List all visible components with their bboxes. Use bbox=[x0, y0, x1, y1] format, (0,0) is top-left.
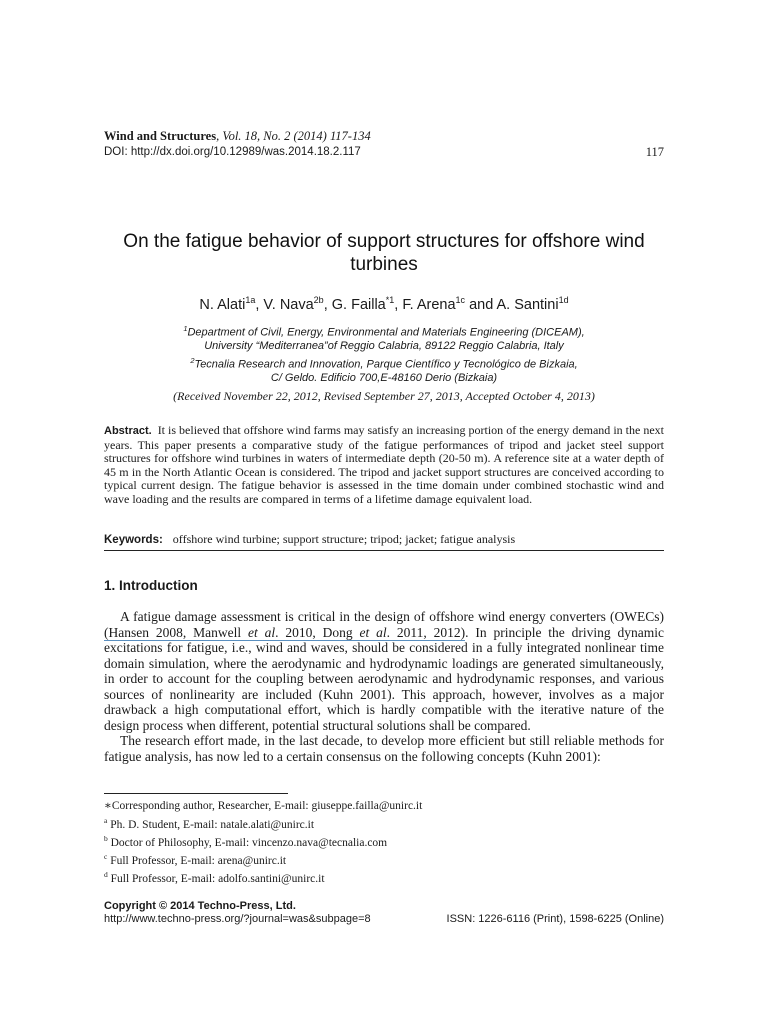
author-separator: , bbox=[255, 296, 264, 313]
citation-text: (Hansen 2008, Manwell bbox=[104, 624, 248, 640]
affiliation-line: University “Mediterranea”of Reggio Calabria, 89122 Reggio Calabria, Italy bbox=[204, 340, 564, 353]
journal-header bbox=[104, 128, 664, 160]
footnote-text: Ph. D. Student, E-mail: natale.alati@unirc.it bbox=[107, 818, 315, 831]
journal-volume: , Vol. 18, No. 2 (2014) 117-134 bbox=[216, 129, 371, 143]
issn: ISSN: 1226-6116 (Print), 1598-6225 (Online) bbox=[446, 913, 664, 925]
footnotes bbox=[104, 800, 664, 887]
author-list bbox=[104, 291, 664, 314]
received-dates: (Received November 22, 2012, Revised September 27, 2013, Accepted October 4, 2013) bbox=[173, 389, 595, 403]
footnote bbox=[104, 814, 664, 832]
abstract bbox=[104, 424, 664, 506]
author-name: G. Failla bbox=[331, 296, 386, 313]
paragraph-text: . In principle the driving dynamic excitations for fatigue, i.e., wind and waves, should be considered in a fully integrated nonlinear time domain simulation, where the aerodynamic and hydrodynamic loadings are generated simultaneously, in order to account for the coupling between aerodynamic and hydrodynamic responses, and various sources of nonlinearity are included (Kuhn 2001). This approach, however, involves as a major drawback a high computational effort, which is hardly compatible with the iterative nature of the design process when different, potential structural solutions shall be compared. bbox=[104, 624, 665, 733]
citation-text: . 2011, 2012) bbox=[386, 624, 466, 640]
journal-name: Wind and Structures bbox=[104, 129, 217, 143]
footnote-mark: c bbox=[104, 852, 108, 862]
paragraph: The research effort made, in the last decade, to develop more efficient but still reliable methods for fatigue analysis, has now led to a certain consensus on the following concepts (Kuhn 2001): bbox=[104, 733, 664, 764]
paragraph-text: A fatigue damage assessment is critical in the design of offshore wind energy converters (OWECs) bbox=[120, 609, 664, 624]
footnote bbox=[104, 850, 664, 868]
footnote-mark: ∗ bbox=[104, 800, 112, 812]
affiliation-line: C/ Geldo. Edificio 700,E-48160 Derio (Bizkaia) bbox=[270, 371, 498, 384]
introduction-body bbox=[104, 609, 664, 764]
author-separator: and bbox=[465, 296, 497, 313]
author-mark: *1 bbox=[385, 295, 395, 305]
keywords-label: Keywords: bbox=[104, 534, 163, 546]
author-name: F. Arena bbox=[402, 296, 456, 313]
citation-text: . 2010, Dong bbox=[275, 624, 360, 640]
footnote-mark: a bbox=[104, 815, 108, 825]
publisher-url[interactable]: http://www.techno-press.org/?journal=was&subpage=8 bbox=[104, 913, 371, 925]
citation-etal: et al bbox=[359, 624, 387, 640]
abstract-text: It is believed that offshore wind farms may satisfy an increasing portion of the energy demand in the next years. This paper presents a comparative study of the fatigue performances of tripod and jacket steel support structures for offshore wind turbines in waters of intermediate depth (20-50 m). A reference site at a water depth of 45 m in the North Atlantic Ocean is considered. The tripod and jacket support structures are conceived according to typical current design. The fatigue behavior is assessed in the time domain under combined stochastic wind and wave loading and the results are compared in terms of a lifetime damage equivalent load. bbox=[104, 423, 664, 506]
author-name: V. Nava bbox=[263, 296, 314, 313]
footnote-text: Full Professor, E-mail: adolfo.santini@unirc.it bbox=[107, 873, 325, 886]
citation-etal: et al bbox=[247, 624, 276, 640]
footnote-text: Corresponding author, Researcher, E-mail: giuseppe.failla@unirc.it bbox=[111, 800, 423, 812]
copyright-notice: Copyright © 2014 Techno-Press, Ltd. bbox=[104, 900, 296, 912]
author-name: N. Alati bbox=[199, 296, 246, 313]
author-separator: , bbox=[394, 296, 403, 313]
paragraph bbox=[104, 609, 664, 733]
page-number: 117 bbox=[645, 145, 664, 159]
article-title: On the fatigue behavior of support structures for offshore wind turbines bbox=[123, 231, 645, 275]
footnote-divider bbox=[104, 793, 288, 794]
footnote bbox=[104, 800, 664, 814]
author-name: A. Santini bbox=[496, 296, 559, 313]
affiliation-line bbox=[104, 354, 664, 372]
citation-link[interactable] bbox=[104, 625, 465, 641]
author-separator: , bbox=[323, 296, 332, 313]
footnote-text: Doctor of Philosophy, E-mail: vincenzo.nava@tecnalia.com bbox=[107, 836, 388, 849]
footnote bbox=[104, 868, 664, 886]
footnote-mark: b bbox=[104, 833, 108, 843]
page-footer bbox=[104, 913, 664, 925]
affiliation-mark: 1 bbox=[183, 324, 188, 333]
author-mark: 1c bbox=[455, 295, 466, 305]
affiliation-line bbox=[104, 322, 664, 340]
keywords bbox=[104, 532, 664, 551]
affiliation-text: Department of Civil, Energy, Environmental and Materials Engineering (DICEAM), bbox=[187, 326, 585, 339]
footnote-text: Full Professor, E-mail: arena@unirc.it bbox=[107, 854, 287, 867]
author-mark: 2b bbox=[313, 295, 324, 305]
affiliation-text: Tecnalia Research and Innovation, Parque Científico y Tecnológico de Bizkaia, bbox=[194, 358, 578, 371]
author-mark: 1d bbox=[558, 295, 569, 305]
journal-citation bbox=[104, 128, 664, 144]
footnote bbox=[104, 832, 664, 850]
author-mark: 1a bbox=[245, 295, 256, 305]
doi-link[interactable]: DOI: http://dx.doi.org/10.12989/was.2014.18.2.117 bbox=[104, 146, 361, 158]
keywords-text: offshore wind turbine; support structure; tripod; jacket; fatigue analysis bbox=[172, 532, 516, 546]
abstract-label: Abstract. bbox=[104, 425, 152, 437]
section-heading: 1. Introduction bbox=[104, 578, 198, 593]
footnote-mark: d bbox=[104, 870, 108, 880]
affiliation-mark: 2 bbox=[190, 355, 195, 365]
affiliations bbox=[104, 322, 664, 385]
